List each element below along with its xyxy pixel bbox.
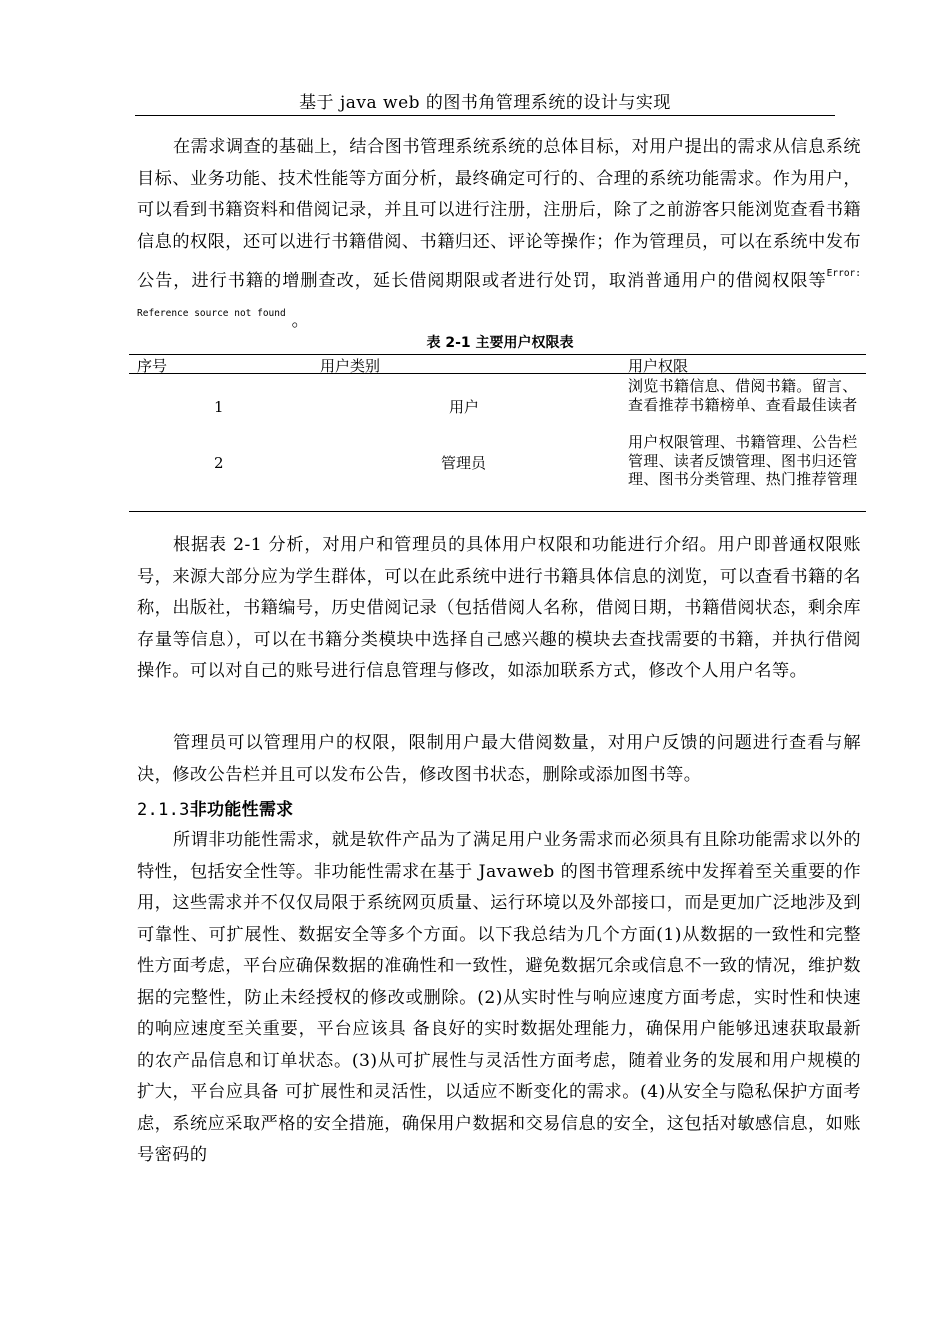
table-row-2-type: 管理员	[441, 454, 487, 472]
page-header: 基于 java web 的图书角管理系统的设计与实现	[299, 93, 671, 113]
paragraph-requirements	[137, 132, 861, 337]
section-title: 非功能性需求	[189, 800, 294, 820]
table-row-2-no: 2	[214, 454, 224, 472]
table-bottom-rule	[129, 511, 866, 512]
table-row-2-perm: 用户权限管理、书籍管理、公告栏管理、读者反馈管理、图书归还管理、图书分类管理、热门推荐管理	[628, 433, 858, 488]
table-row-1-perm: 浏览书籍信息、借阅书籍。留言、查看推荐书籍榜单、查看最佳读者	[628, 377, 858, 414]
paragraph-end: 。	[291, 310, 310, 331]
table-header-perm: 用户权限	[628, 357, 689, 375]
paragraph-admin-permissions: 管理员可以管理用户的权限，限制用户最大借阅数量，对用户反馈的问题进行查看与解决，修改公告栏并且可以发布公告，修改图书状态，删除或添加图书等。	[137, 733, 861, 785]
section-number: 2.1.3	[137, 800, 190, 820]
paragraph-nonfunctional: 所谓非功能性需求，就是软件产品为了满足用户业务需求而必须具有且除功能需求以外的特性，包括安全性等。非功能性需求在基于 Javaweb 的图书管理系统中发挥着至关重要的作用，这些需求并不仅仅局限于系统网页质量、运行环境以及外部接口，而是更加广泛地涉及到可靠性、可扩展性、数据安全等多个方面。以下我总结为几个方面(1)从数据的一致性和完整性方面考虑，平台应确保数据的准确性和一致性，避免数据冗余或信息不一致的情况，维护数据的完整性，防止未经授权的修改或删除。(2)从实时性与响应速度方面考虑，实时性和快速的响应速度至关重要，平台应该具 备良好的实时数据处理能力，确保用户能够迅速获取最新的农产品信息和订单状态。(3)从可扩展性与灵活性方面考虑，随着业务的发展和用户规模的扩大，平台应具备 可扩展性和灵活性，以适应不断变化的需求。(4)从安全与隐私保护方面考虑，系统应采取严格的安全措施，确保用户数据和交易信息的安全，这包括对敏感信息，如账号密码的	[137, 830, 861, 1165]
table-header-no: 序号	[137, 357, 168, 375]
table-top-rule	[129, 354, 866, 355]
paragraph-user-permissions: 根据表 2-1 分析，对用户和管理员的具体用户权限和功能进行介绍。用户即普通权限账号，来源大部分应为学生群体，可以在此系统中进行书籍具体信息的浏览，可以查看书籍的名称，出版社，书籍编号，历史借阅记录（包括借阅人名称，借阅日期，书籍借阅状态，剩余库存量等信息），可以在书籍分类模块中选择自己感兴趣的模块去查找需要的书籍，并执行借阅操作。可以对自己的账号进行信息管理与修改，如添加联系方式，修改个人用户名等。	[137, 535, 861, 681]
header-rule	[135, 115, 835, 116]
table-row-1-type: 用户	[449, 398, 480, 416]
table-row-1-no: 1	[214, 398, 224, 416]
table-header-rule	[129, 373, 866, 374]
section-heading	[137, 795, 294, 820]
paragraph-text: 在需求调查的基础上，结合图书管理系统系统的总体目标，对用户提出的需求从信息系统目标、业务功能、技术性能等方面分析，最终确定可行的、合理的系统功能需求。作为用户，可以看到书籍资料和借阅记录，并且可以进行注册，注册后，除了之前游客只能浏览查看书籍信息的权限，还可以进行书籍借阅、书籍归还、评论等操作；作为管理员，可以在系统中发布公告，进行书籍的增删查改，延长借阅期限或者进行处罚，取消普通用户的借阅权限等	[137, 137, 861, 291]
table-caption: 表 2-1 主要用户权限表	[426, 335, 574, 351]
table-header-type: 用户类别	[320, 357, 381, 375]
reference-error: Error: Reference source not found	[137, 268, 861, 319]
